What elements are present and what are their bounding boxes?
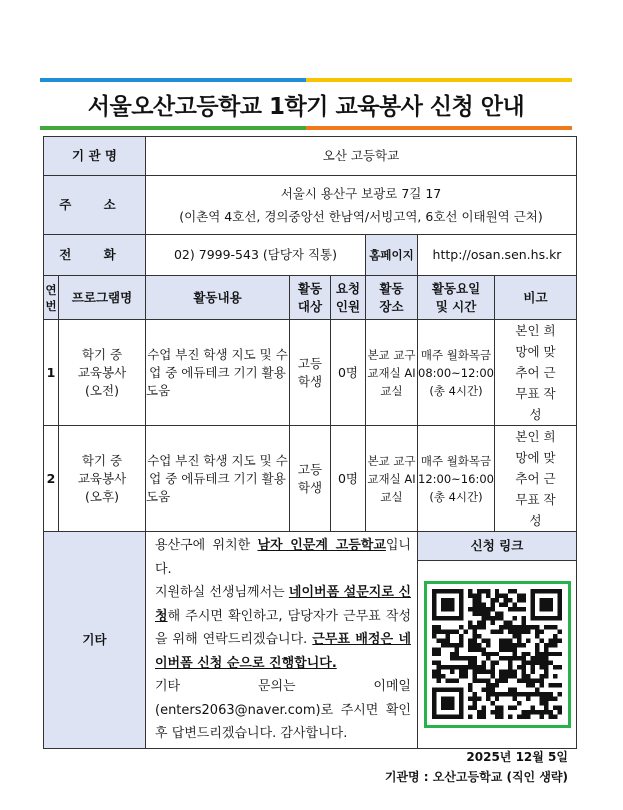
row-program: 학기 중 교육봉사 (오후) — [59, 426, 146, 532]
address-value — [146, 176, 577, 235]
header-schedule: 활동요일 및 시간 — [418, 276, 495, 320]
institution-value: 오산 고등학교 — [146, 137, 577, 176]
qr-code[interactable] — [424, 581, 571, 728]
homepage-label: 홈페이지 — [366, 235, 418, 276]
row-requested: 0명 — [331, 426, 366, 532]
signup-link-label: 신청 링크 — [418, 532, 577, 561]
table-row — [44, 426, 577, 532]
etc-paragraph-2: 지원하실 선생님께서는 네이버폼 설문지로 신청해 주시면 확인하고, 담당자가 근무표 작성을 위해 연락드리겠습니다. 근무표 배정은 네이버폼 신청 순으로 진행합니다. — [155, 585, 411, 671]
top-bar-blue — [40, 78, 306, 82]
header-target: 활동 대상 — [290, 276, 331, 320]
header-requested: 요청 인원 — [331, 276, 366, 320]
address-label: 주 소 — [44, 176, 146, 235]
row-place: 본교 교구교재실 AI교실 — [366, 426, 418, 532]
header-program: 프로그램명 — [59, 276, 146, 320]
row-no: 1 — [44, 320, 59, 426]
top-bar-yellow — [306, 78, 572, 82]
row-content: 수업 부진 학생 지도 및 수업 중 에듀테크 기기 활용 도움 — [146, 426, 290, 532]
row-content: 수업 부진 학생 지도 및 수업 중 에듀테크 기기 활용 도움 — [146, 320, 290, 426]
page-title: 서울오산고등학교 1학기 교육봉사 신청 안내 — [87, 94, 525, 120]
row-target: 고등 학생 — [290, 320, 331, 426]
info-table — [43, 136, 577, 749]
homepage-link[interactable]: http://osan.sen.hs.kr — [418, 235, 577, 276]
header-note: 비고 — [495, 276, 577, 320]
address-line-2: (이촌역 4호선, 경의중앙선 한남역/서빙고역, 6호선 이태원역 근처) — [179, 209, 543, 224]
row-no: 2 — [44, 426, 59, 532]
bottom-bar-orange — [306, 126, 572, 130]
qr-code-image — [432, 589, 562, 719]
header-no: 연번 — [44, 276, 59, 320]
row-note: 본인 희망에 맞추어 근무표 작성 — [495, 320, 577, 426]
address-line-1: 서울시 용산구 보광로 7길 17 — [280, 186, 442, 201]
row-schedule: 매주 월화목금 08:00~12:00 (총 4시간) — [418, 320, 495, 426]
row-requested: 0명 — [331, 320, 366, 426]
bottom-bar-green — [40, 126, 306, 130]
phone-label: 전 화 — [44, 235, 146, 276]
etc-paragraph-3: 기타 문의는 이메일(enters2063@naver.com)로 주시면 확인 후 답변드리겠습니다. 감사합니다. — [155, 679, 411, 741]
row-schedule: 매주 월화목금 12:00~16:00 (총 4시간) — [418, 426, 495, 532]
header-content: 활동내용 — [146, 276, 290, 320]
row-place: 본교 교구교재실 AI교실 — [366, 320, 418, 426]
footer-date: 2025년 12월 5일 — [466, 750, 568, 764]
row-note: 본인 희망에 맞추어 근무표 작성 — [495, 426, 577, 532]
etc-label: 기타 — [44, 532, 146, 749]
etc-paragraph-1: 용산구에 위치한 남자 인문계 고등학교입니다. — [155, 538, 411, 577]
qr-cell — [418, 561, 577, 748]
table-row — [44, 320, 577, 426]
row-program: 학기 중 교육봉사 (오전) — [59, 320, 146, 426]
header-place: 활동 장소 — [366, 276, 418, 320]
etc-content — [146, 532, 418, 749]
institution-label: 기 관 명 — [44, 137, 146, 176]
footer-signature: 기관명 : 오산고등학교 (직인 생략) — [384, 770, 568, 784]
row-target: 고등 학생 — [290, 426, 331, 532]
phone-value: 02) 7999-543 (담당자 직통) — [146, 235, 366, 276]
